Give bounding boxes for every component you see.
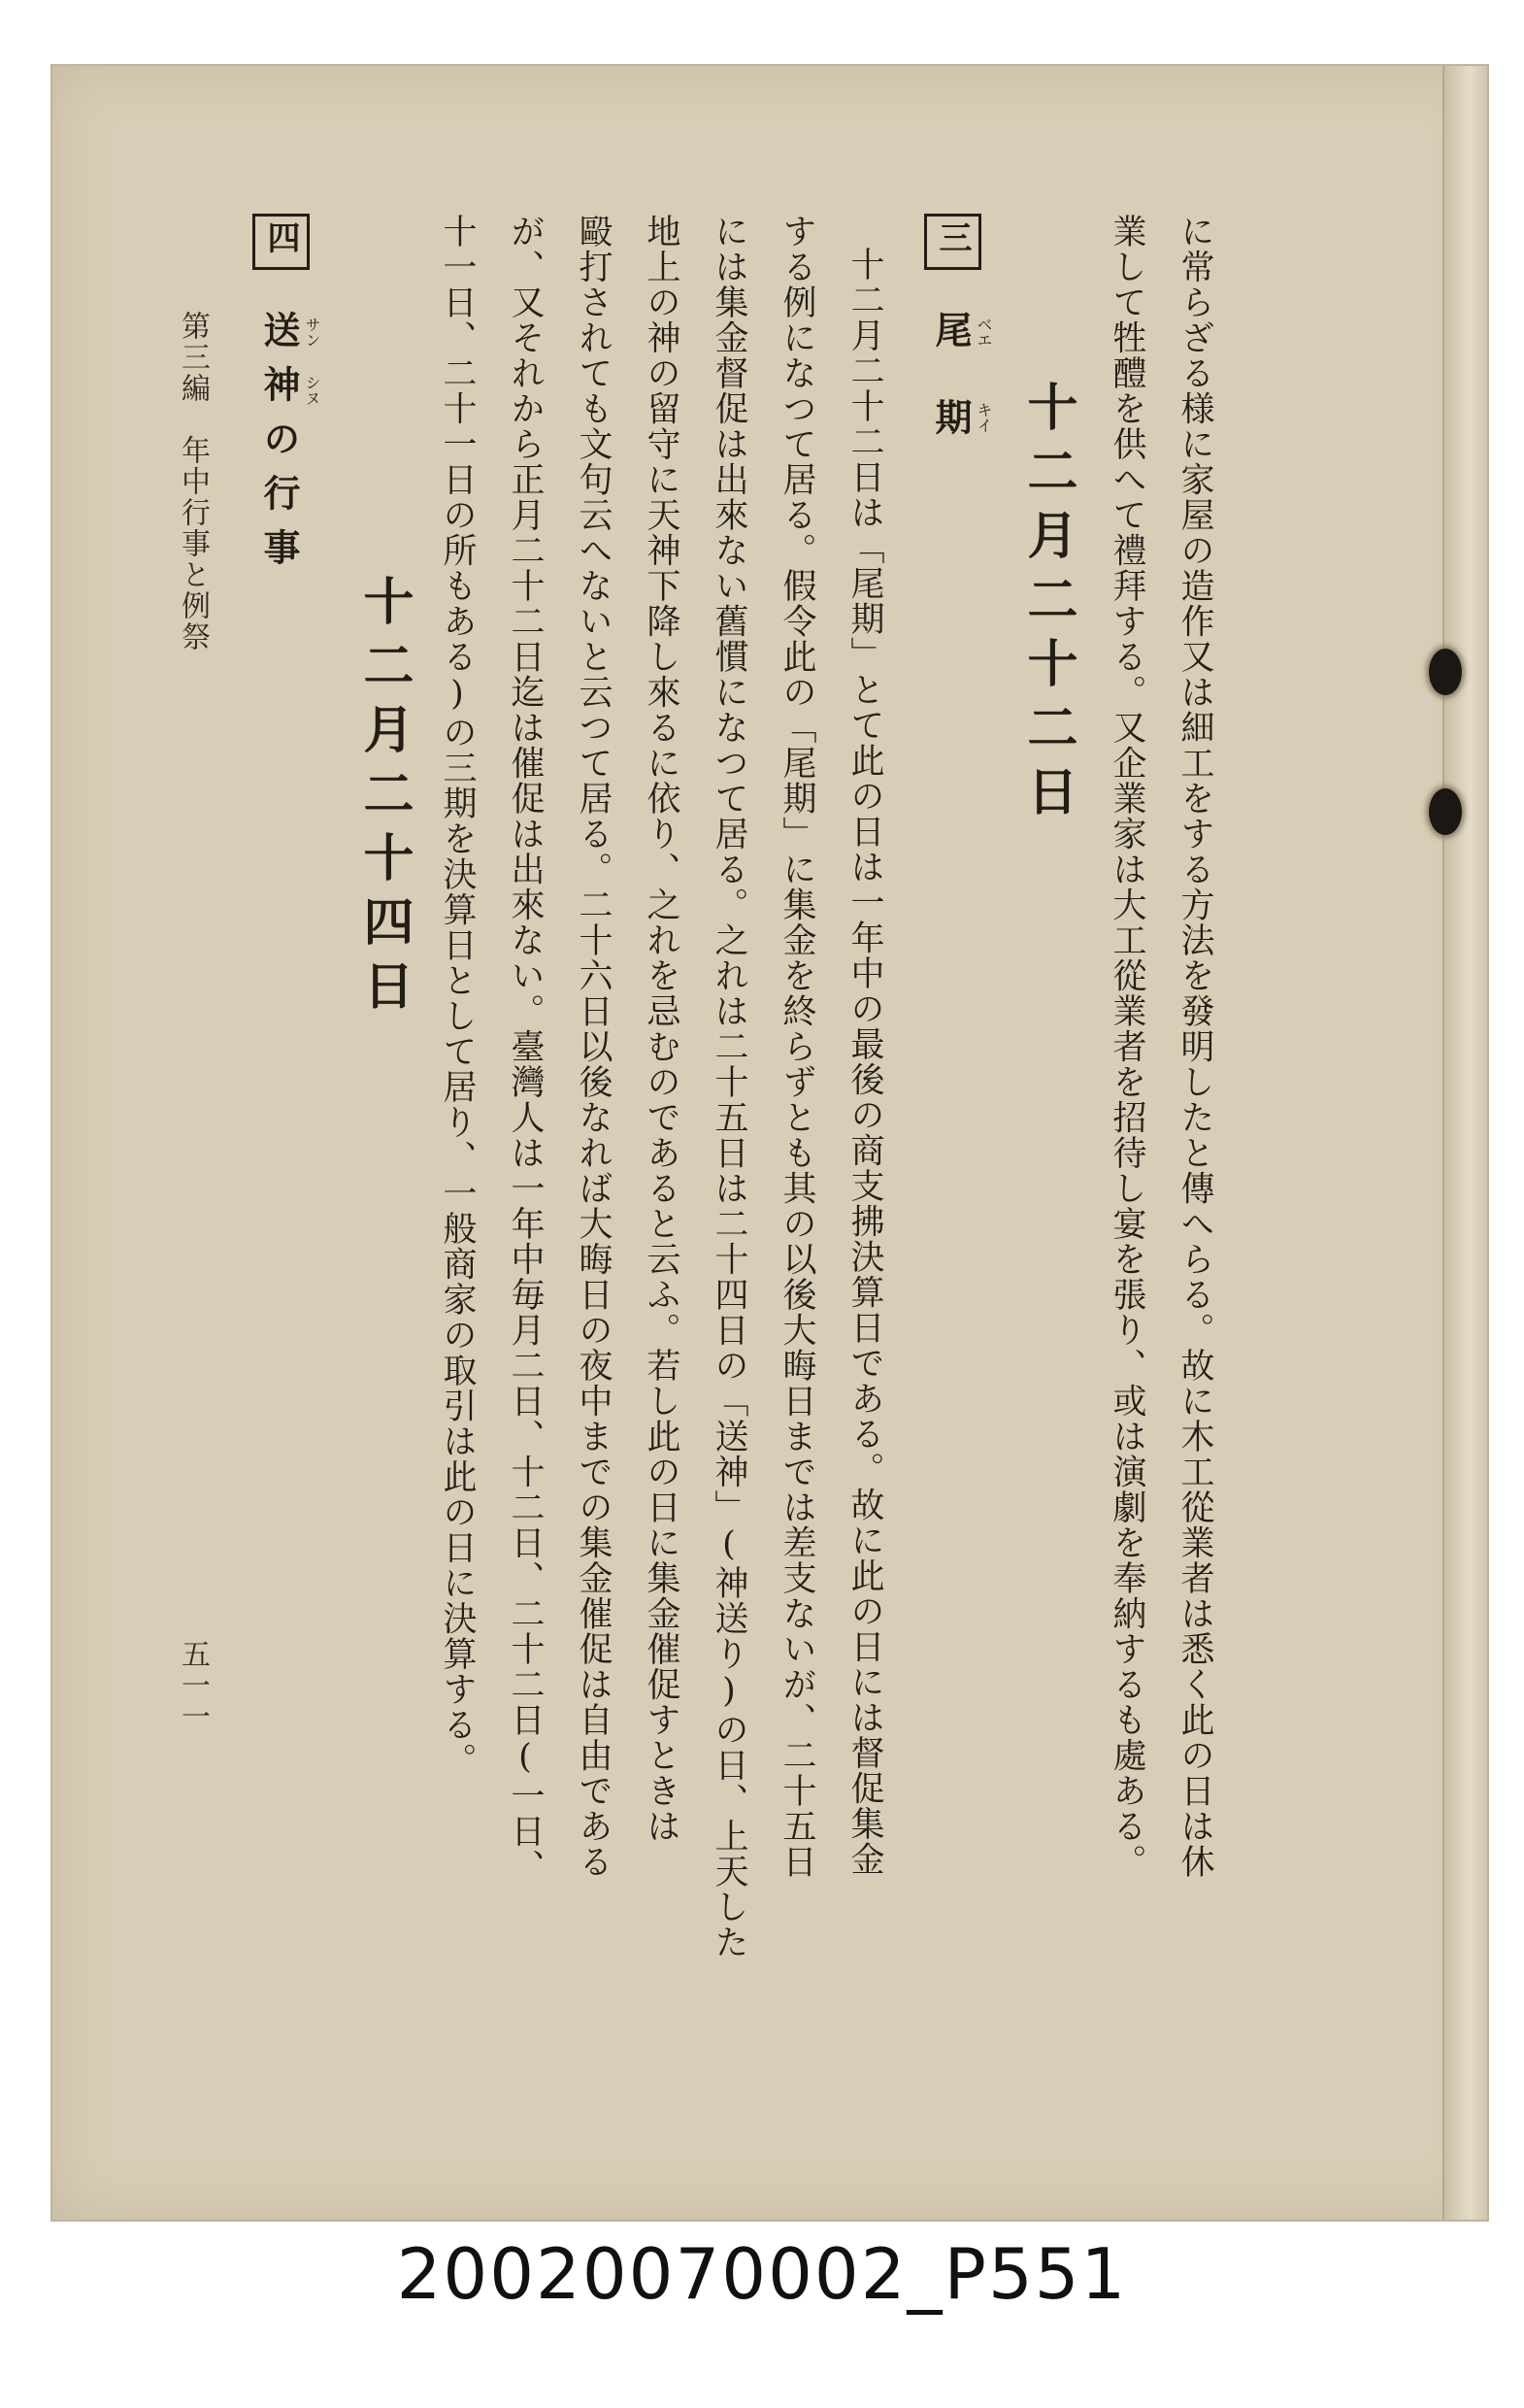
section-3-line-2: する例になつて居る。假令此の「尾期」に集金を終らずとも其の以後大晦日までは差支ないが、二十五日 xyxy=(778,214,816,1880)
reading-ruby: シヌ xyxy=(303,375,321,406)
body-line-2: 業して牲醴を供へて禮拜する。又企業家は大工從業者を招待し宴を張り、或は演劇を奉納するも處ある。 xyxy=(1108,214,1146,1880)
section-3-title: 尾期 xyxy=(929,311,973,485)
section-4-header xyxy=(252,214,310,270)
section-3-line-1: 十二月二十二日は「尾期」とて此の日は一年中の最後の商支拂決算日である。故に此の日には督促集金 xyxy=(845,247,884,1877)
reading-ruby: キイ xyxy=(975,402,993,433)
section-3-line-6: が、又それから正月二十二日迄は催促は出來ない。臺灣人は一年中毎月二日、十二日、二十二日(一日、 xyxy=(506,214,545,1885)
section-4-title: 送神の行事 xyxy=(257,311,301,583)
date-heading-dec-24: 十二月二十四日 xyxy=(354,575,414,1023)
reading-ruby: サン xyxy=(303,317,321,348)
page-number: 五一一 xyxy=(176,1639,210,1732)
section-3-line-5: 毆打されても文句云へないと云つて居る。二十六日以後なれば大晦日の夜中までの集金催促は自由である xyxy=(574,214,613,1880)
image-caption: 20020070002_P551 xyxy=(396,2233,1128,2315)
book-spine xyxy=(1442,66,1487,2220)
body-line-1: に常らざる様に家屋の造作又は細工をする方法を發明したと傳へらる。故に木工從業者は悉く此の日は休 xyxy=(1176,214,1214,1880)
section-3-line-4: 地上の神の留守に天神下降し來るに依り、之れを忌むのであると云ふ。若し此の日に集金催促すときは xyxy=(642,214,680,1844)
section-number-box: 三 xyxy=(924,214,981,270)
chapter-footer: 第三編 年中行事と例祭 xyxy=(176,311,210,652)
reading-ruby: ベエ xyxy=(975,317,993,348)
section-3-header xyxy=(924,214,981,270)
section-3-line-3: には集金督促は出來ない舊慣になつて居る。之れは二十五日は二十四日の「送神」(神送り)の日、上天した xyxy=(710,214,748,1960)
date-heading-dec-22: 十二月二十二日 xyxy=(1018,381,1077,829)
book-page xyxy=(50,64,1489,2222)
binding-hole xyxy=(1429,649,1462,695)
binding-hole xyxy=(1429,788,1462,835)
section-3-line-7: 十一日、二十一日の所もある)の三期を決算日として居り、一般商家の取引は此の日に決算する。 xyxy=(438,214,477,1778)
section-number-box: 四 xyxy=(252,214,310,270)
